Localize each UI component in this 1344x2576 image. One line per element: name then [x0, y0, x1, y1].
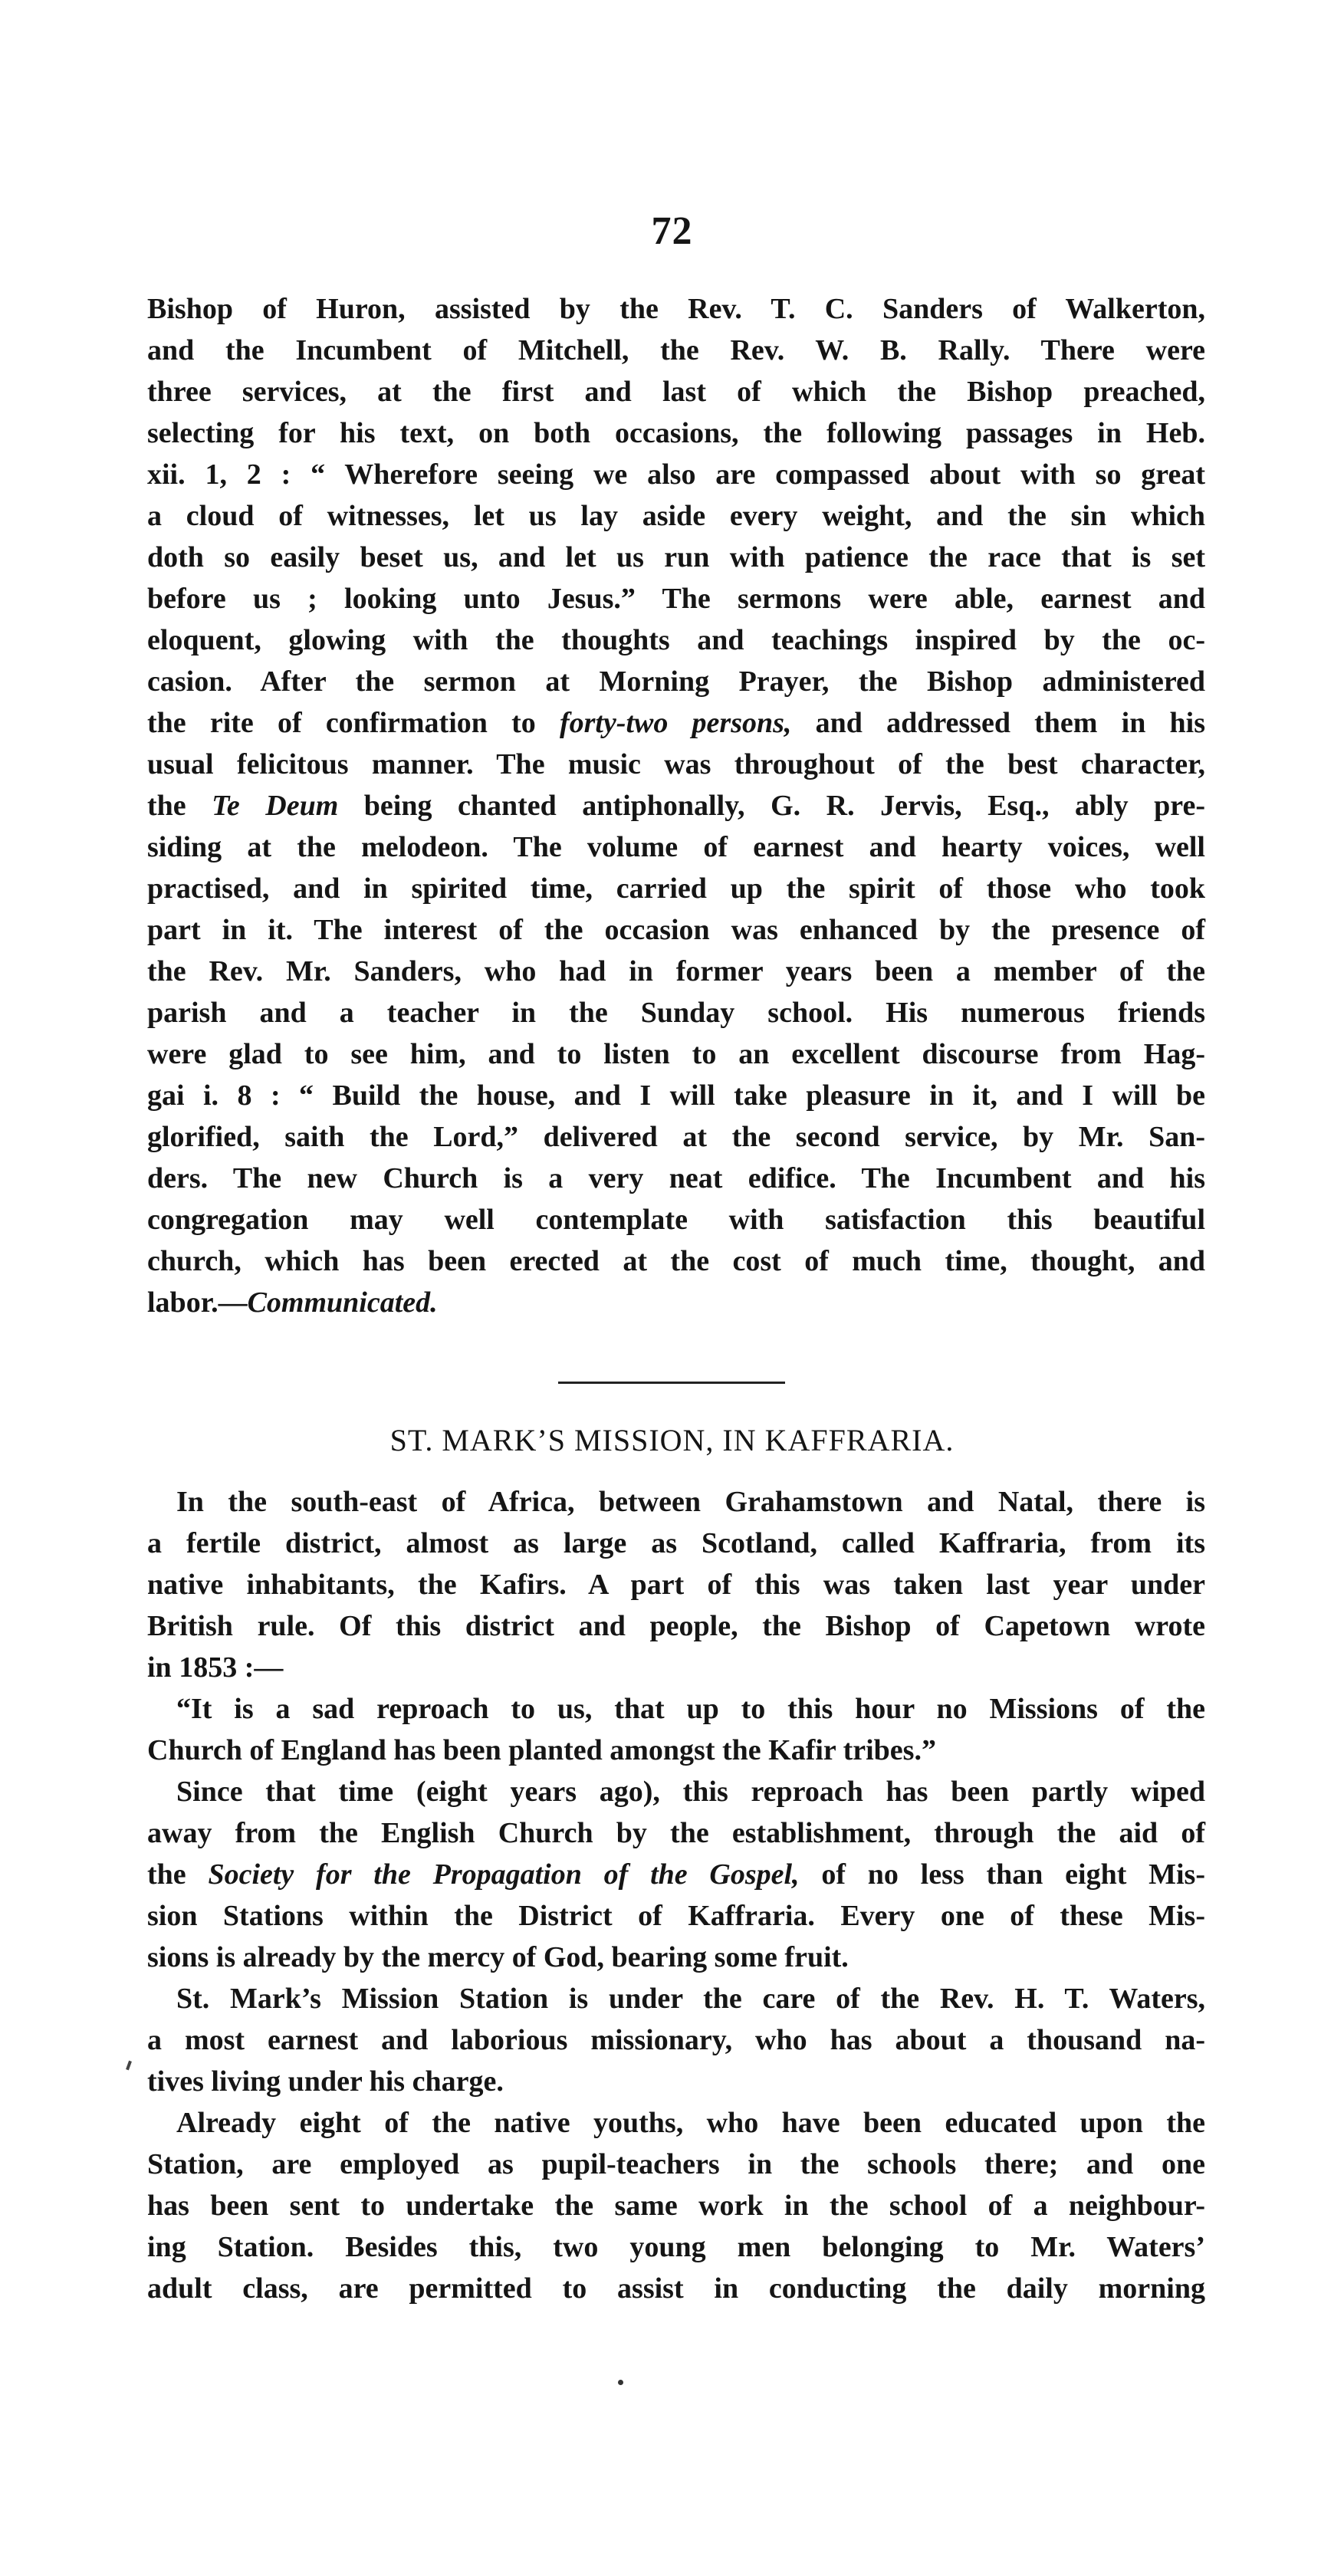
text-line: doth so easily beset us, and let us run with patience the race that is set [147, 541, 1205, 573]
text-line: a cloud of witnesses, let us lay aside every weight, and the sin which [147, 500, 1205, 532]
text-line: selecting for his text, on both occasions, the following passages in Heb. [147, 417, 1205, 449]
text-line: In the south-east of Africa, between Grahamstown and Natal, there is [176, 1486, 1205, 1518]
text-line: the Rev. Mr. Sanders, who had in former years been a member of the [147, 955, 1205, 987]
text-line: Bishop of Huron, assisted by the Rev. T. C. Sanders of Walkerton, [147, 293, 1205, 325]
text-line: native inhabitants, the Kafirs. A part of this was taken last year under [147, 1569, 1205, 1601]
text-line: usual felicitous manner. The music was throughout of the best character, [147, 748, 1205, 780]
text-run: the rite of confirmation to [147, 707, 560, 739]
text-line: parish and a teacher in the Sunday school. His numerous friends [147, 997, 1205, 1029]
text-run: of no less than eight Mis- [799, 1858, 1206, 1891]
text-line: eloquent, glowing with the thoughts and teachings inspired by the oc- [147, 624, 1205, 656]
text-line: gai i. 8 : “ Build the house, and I will take pleasure in it, and I will be [147, 1079, 1205, 1112]
text-line: siding at the melodeon. The volume of earnest and hearty voices, well [147, 831, 1205, 863]
mission-article [147, 1481, 1205, 2309]
section-divider [558, 1382, 785, 1384]
text-line: Station, are employed as pupil-teachers in the schools there; and one [147, 2148, 1205, 2180]
text-line [147, 1854, 1205, 1895]
text-run: being chanted antiphonally, G. R. Jervis, Esq., ably pre- [338, 790, 1205, 822]
text-line: Already eight of the native youths, who have been educated upon the [176, 2107, 1205, 2139]
text-line: glorified, saith the Lord,” delivered at the second service, by Mr. San- [147, 1121, 1205, 1153]
italic-run: Communicated. [247, 1286, 438, 1319]
text-line: a fertile district, almost as large as Scotland, called Kaffraria, from its [147, 1527, 1205, 1559]
text-line: three services, at the first and last of which the Bishop preached, [147, 376, 1205, 408]
text-line: congregation may well contemplate with satisfaction this beautiful [147, 1204, 1205, 1236]
text-line: has been sent to undertake the same work in the school of a neighbour- [147, 2190, 1205, 2222]
text-line: away from the English Church by the establishment, through the aid of [147, 1817, 1205, 1849]
text-line: adult class, are permitted to assist in conducting the daily morning [147, 2272, 1205, 2305]
text-line: “It is a sad reproach to us, that up to this hour no Missions of the [176, 1693, 1205, 1725]
article-continuation [147, 288, 1205, 1323]
text-line: were glad to see him, and to listen to an excellent discourse from Hag- [147, 1038, 1205, 1070]
italic-run: Society for the Propagation of the Gospel, [208, 1858, 800, 1891]
text-line: church, which has been erected at the cost of much time, thought, and [147, 1245, 1205, 1277]
text-line: in 1853 :— [147, 1651, 284, 1684]
text-line [147, 1282, 1205, 1323]
text-line: ders. The new Church is a very neat edifice. The Incumbent and his [147, 1162, 1205, 1194]
print-speck [618, 2380, 623, 2385]
text-run: and addressed them in his [791, 707, 1205, 739]
text-line [147, 785, 1205, 826]
text-line: sion Stations within the District of Kaffraria. Every one of these Mis- [147, 1900, 1205, 1932]
text-line: xii. 1, 2 : “ Wherefore seeing we also are compassed about with so great [147, 458, 1205, 491]
text-line: British rule. Of this district and people, the Bishop of Capetown wrote [147, 1610, 1205, 1642]
text-line: sions is already by the mercy of God, bearing some fruit. [147, 1941, 849, 1973]
text-line: and the Incumbent of Mitchell, the Rev. W. B. Rally. There were [147, 334, 1205, 366]
italic-run: forty-two persons, [559, 707, 792, 739]
text-line: practised, and in spirited time, carried up the spirit of those who took [147, 872, 1205, 905]
text-line: ing Station. Besides this, two young men belonging to Mr. Waters’ [147, 2231, 1205, 2263]
page-number: 72 [651, 209, 693, 253]
text-run: the [147, 790, 212, 822]
text-run: labor.— [147, 1286, 248, 1319]
text-line: a most earnest and laborious missionary, who has about a thousand na- [147, 2024, 1205, 2056]
text-run: the [147, 1858, 209, 1891]
print-mark [126, 2061, 132, 2071]
italic-run: Te Deum [212, 790, 339, 822]
text-line [147, 702, 1205, 744]
text-line: part in it. The interest of the occasion was enhanced by the presence of [147, 914, 1205, 946]
text-line: St. Mark’s Mission Station is under the care of the Rev. H. T. Waters, [176, 1983, 1205, 2015]
text-line: Since that time (eight years ago), this reproach has been partly wiped [176, 1776, 1205, 1808]
text-line: before us ; looking unto Jesus.” The sermons were able, earnest and [147, 583, 1205, 615]
section-heading: ST. MARK’S MISSION, IN KAFFRARIA. [389, 1423, 955, 1457]
text-line: Church of England has been planted amongst the Kafir tribes.” [147, 1734, 936, 1766]
text-line: tives living under his charge. [147, 2065, 504, 2098]
text-line: casion. After the sermon at Morning Prayer, the Bishop administered [147, 665, 1205, 698]
